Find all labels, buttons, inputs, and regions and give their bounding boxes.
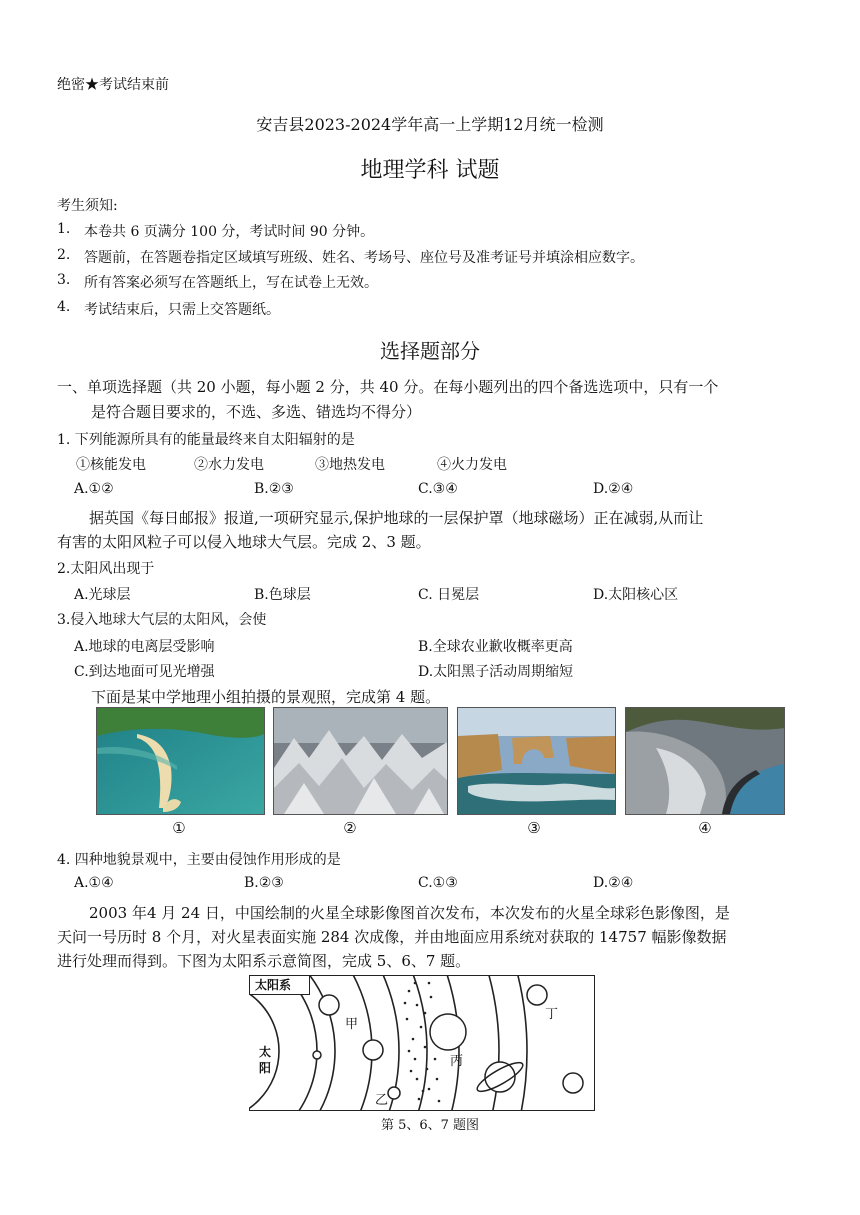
part-one-instructions-line1: 一、单项选择题（共 20 小题，每小题 2 分，共 40 分。在每小题列出的四个备选选项中，只有一个: [57, 378, 719, 396]
landform-photo-1: [96, 707, 265, 815]
q2-option-a[interactable]: A.光球层: [74, 587, 131, 603]
material-4: 下面是某中学地理小组拍摄的景观照，完成第 4 题。: [91, 688, 441, 706]
diagram-box-label: 太阳系: [255, 978, 292, 992]
notice-item-text: 答题前，在答题卷指定区域填写班级、姓名、考场号、座位号及准考证号并填涂相应数字。: [84, 250, 644, 266]
question-4-stem: 4. 四种地貌景观中，主要由侵蚀作用形成的是: [57, 852, 341, 868]
landform-photo-4: [625, 707, 785, 815]
confidential-label: 绝密★考试结束前: [57, 77, 169, 93]
q1-item: ①核能发电: [76, 457, 146, 473]
material-5-7-line2: 天问一号历时 8 个月，对火星表面实施 284 次成像，并由地面应用系统对获取的 14757 幅影像数据: [57, 928, 727, 946]
material-5-7-line1: 2003 年4 月 24 日，中国绘制的火星全球影像图首次发布，本次发布的火星全球彩色影像图，是: [89, 904, 730, 922]
subject-title: 地理学科 试题: [360, 158, 500, 183]
planet-label-ding: 丁: [545, 1007, 559, 1022]
q4-option-a[interactable]: A.①④: [74, 875, 114, 891]
notice-item-text: 考试结束后，只需上交答题纸。: [84, 302, 280, 318]
q3-option-a[interactable]: A.地球的电离层受影响: [74, 639, 215, 655]
photo-label-2: ②: [343, 819, 357, 837]
q1-item: ②水力发电: [194, 457, 264, 473]
notice-item-num: 1.: [57, 221, 71, 237]
section-title: 选择题部分: [380, 339, 480, 363]
photo-label-3: ③: [527, 819, 541, 837]
notice-item-num: 3.: [57, 272, 71, 288]
q4-option-d[interactable]: D.②④: [593, 875, 634, 891]
question-3-stem: 3.侵入地球大气层的太阳风，会使: [57, 612, 267, 628]
material-2-3-line2: 有害的太阳风粒子可以侵入地球大气层。完成 2、3 题。: [57, 533, 431, 551]
landform-photo-3: [457, 707, 616, 815]
q1-option-a[interactable]: A.①②: [74, 481, 114, 497]
solar-system-figure: [249, 975, 595, 1111]
question-1-stem: 1. 下列能源所具有的能量最终来自太阳辐射的是: [57, 432, 355, 448]
exam-title: 安吉县2023-2024学年高一上学期12月统一检测: [256, 115, 604, 134]
q2-option-c[interactable]: C. 日冕层: [418, 587, 480, 603]
solar-system-diagram: [249, 975, 595, 1111]
q1-item: ④火力发电: [437, 457, 507, 473]
material-5-7-line3: 进行处理而得到。下图为太阳系示意简图，完成 5、6、7 题。: [57, 952, 471, 970]
q1-option-c[interactable]: C.③④: [418, 481, 458, 497]
photo-label-1: ①: [172, 819, 186, 837]
planet-label-jia: 甲: [345, 1017, 359, 1032]
question-2-stem: 2.太阳风出现于: [57, 561, 155, 577]
q3-option-c[interactable]: C.到达地面可见光增强: [74, 664, 215, 680]
q4-option-b[interactable]: B.②③: [244, 875, 284, 891]
q1-option-d[interactable]: D.②④: [593, 481, 634, 497]
q3-option-b[interactable]: B.全球农业歉收概率更高: [418, 639, 573, 655]
q4-option-c[interactable]: C.①③: [418, 875, 458, 891]
q3-option-d[interactable]: D.太阳黑子活动周期缩短: [418, 664, 574, 680]
q1-item: ③地热发电: [315, 457, 385, 473]
q1-option-b[interactable]: B.②③: [254, 481, 294, 497]
q2-option-d[interactable]: D.太阳核心区: [593, 587, 679, 603]
photo-label-4: ④: [698, 819, 712, 837]
diagram-caption: 第 5、6、7 题图: [380, 1118, 480, 1133]
q2-option-b[interactable]: B.色球层: [254, 587, 311, 603]
landform-photo-2: [273, 707, 448, 815]
notice-heading: 考生须知:: [57, 198, 118, 214]
notice-item-text: 所有答案必须写在答题纸上，写在试卷上无效。: [84, 275, 378, 291]
planet-label-bing: 丙: [450, 1054, 464, 1069]
part-one-instructions-line2: 是符合题目要求的，不选、多选、错选均不得分）: [91, 403, 422, 421]
diagram-sun-label-bottom: 阳: [259, 1061, 272, 1075]
planet-label-yi: 乙: [375, 1093, 389, 1108]
diagram-sun-label-top: 太: [259, 1045, 272, 1059]
material-2-3-line1: 据英国《每日邮报》报道,一项研究显示,保护地球的一层保护罩（地球磁场）正在减弱,从而让: [89, 509, 704, 527]
notice-item-num: 2.: [57, 247, 71, 263]
notice-item-num: 4.: [57, 299, 71, 315]
notice-item-text: 本卷共 6 页满分 100 分，考试时间 90 分钟。: [84, 224, 375, 240]
